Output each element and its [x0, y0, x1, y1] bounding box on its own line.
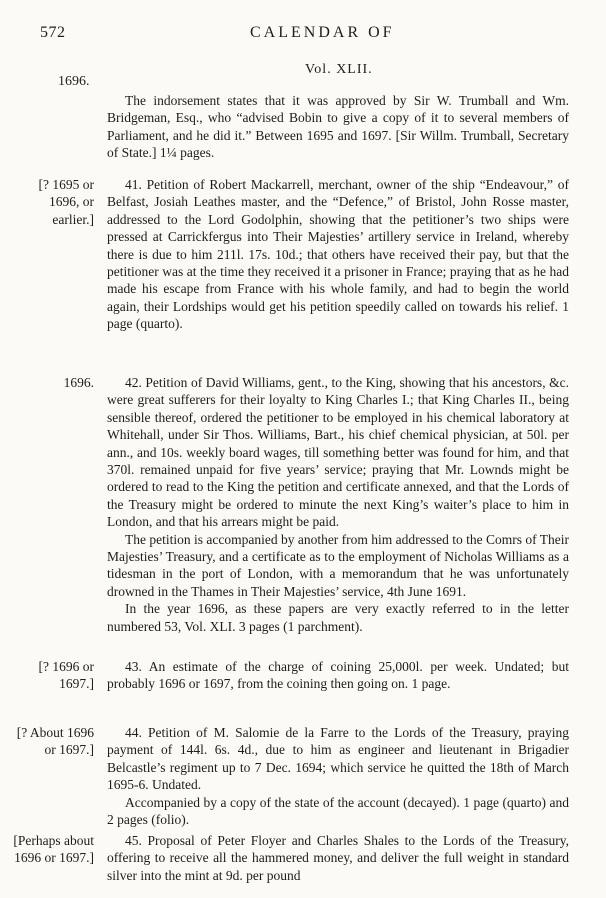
volume-year: 1696.: [58, 74, 90, 89]
entry-body: [107, 658, 569, 693]
entry-paragraph: The petition is accompanied by another from him addressed to the Comrs of Their Majesties’ Treasury, and a certificate as to the employment of Nicholas Williams as a tidesman in the port of London, with a memorandum that he was unfortunately drowned in the Thames in Their Majesties’ service, 4th June 1691.: [107, 531, 570, 599]
entry-paragraph: 41. Petition of Robert Mackarrell, merchant, owner of the ship “Endeavour,” of Belfast, Josiah Leathes master, and the “Defence,” of Bristol, John Rosse master, addressed to the Lord Godolphin, showing that the petitioner’s two ships were pressed at Carrickfergus into Their Majesties’ artillery service in Ireland, whereby there is due to him 211l. 17s. 10d.; that others have received their pay, but that the petitioner was at the time they received it a prisoner in France; praying that as he had made his escape from France with his whole family, and had to begin the world again, their Lordships would get his petition speedily called on towards his relief. 1 page (quarto).: [107, 177, 569, 332]
entry-paragraph: 45. Proposal of Peter Floyer and Charles Shales to the Lords of the Treasury, offering to receive all the hammered money, and deliver the full weight in standard silver into the mint at 9d. per pound: [107, 833, 569, 883]
entry-margin-date: [? 1696 or 1697.]: [38, 659, 94, 692]
entry-body: [107, 374, 569, 635]
page-number: 572: [40, 24, 66, 41]
entry-paragraph: In the year 1696, as these papers are very exactly referred to in the letter numbered 53, Vol. XLI. 3 pages (1 parchment).: [107, 601, 569, 634]
entry-body: [107, 832, 569, 884]
page-header: [0, 24, 606, 44]
entry-paragraph: 42. Petition of David Williams, gent., to the King, showing that his ancestors, &c. were great sufferers for their loyalty to King Charles I.; that King Charles II., being sensible thereof, ordered the petitioner to be employed in his chemical laboratory at Whitehall, under Sir Thos. Williams, Bart., his chief chemical physician, at 50l. per ann., and 10s. weekly board wages, till something better was found for him, and that 370l. remained unpaid for five years’ service; praying that Mr. Lownds might be ordered to read to the King the petition and certificate annexed, and that the Lords of the Treasury might be ordered to minute the next King’s waiter’s place to him in London, and that his arrears might be paid.: [107, 375, 569, 530]
running-title: CALENDAR OF: [250, 24, 395, 41]
entry-body: [107, 92, 569, 162]
entry-body: [107, 176, 569, 333]
entry-paragraph: Accompanied by a copy of the state of the account (decayed). 1 page (quarto) and 2 pages (folio).: [107, 794, 569, 828]
entry-paragraph: 43. An estimate of the charge of coining 25,000l. per week. Undated; but probably 1696 or 1697, from the coining then going on. 1 page.: [107, 659, 569, 692]
entry-margin-date: [? 1695 or 1696, or earlier.]: [38, 177, 94, 227]
entry-paragraph: 44. Petition of M. Salomie de la Farre to the Lords of the Treasury, praying payment of 144l. 6s. 4d., due to him as engineer and lieutenant in Brigadier Belcastle’s regiment up to 7 Dec. 1694; which service he quitted the 18th of March 1695-6. Undated.: [107, 725, 569, 793]
entry-margin-date: [? About 1696 or 1697.]: [16, 725, 94, 758]
entry-margin-date: [Perhaps about 1696 or 1697.]: [13, 833, 94, 866]
volume-label: Vol. XLII.: [305, 62, 373, 77]
entry-margin-date: 1696.: [63, 375, 94, 390]
entry-body: [107, 724, 569, 828]
entry-paragraph: The indorsement states that it was approved by Sir W. Trumball and Wm. Bridgeman, Esq., who “advised Bobin to give a copy of it to several members of Parliament, and he did it.” Between 1695 and 1697. [Sir Willm. Trumball, Secretary of State.] 1¼ pages.: [107, 93, 569, 161]
